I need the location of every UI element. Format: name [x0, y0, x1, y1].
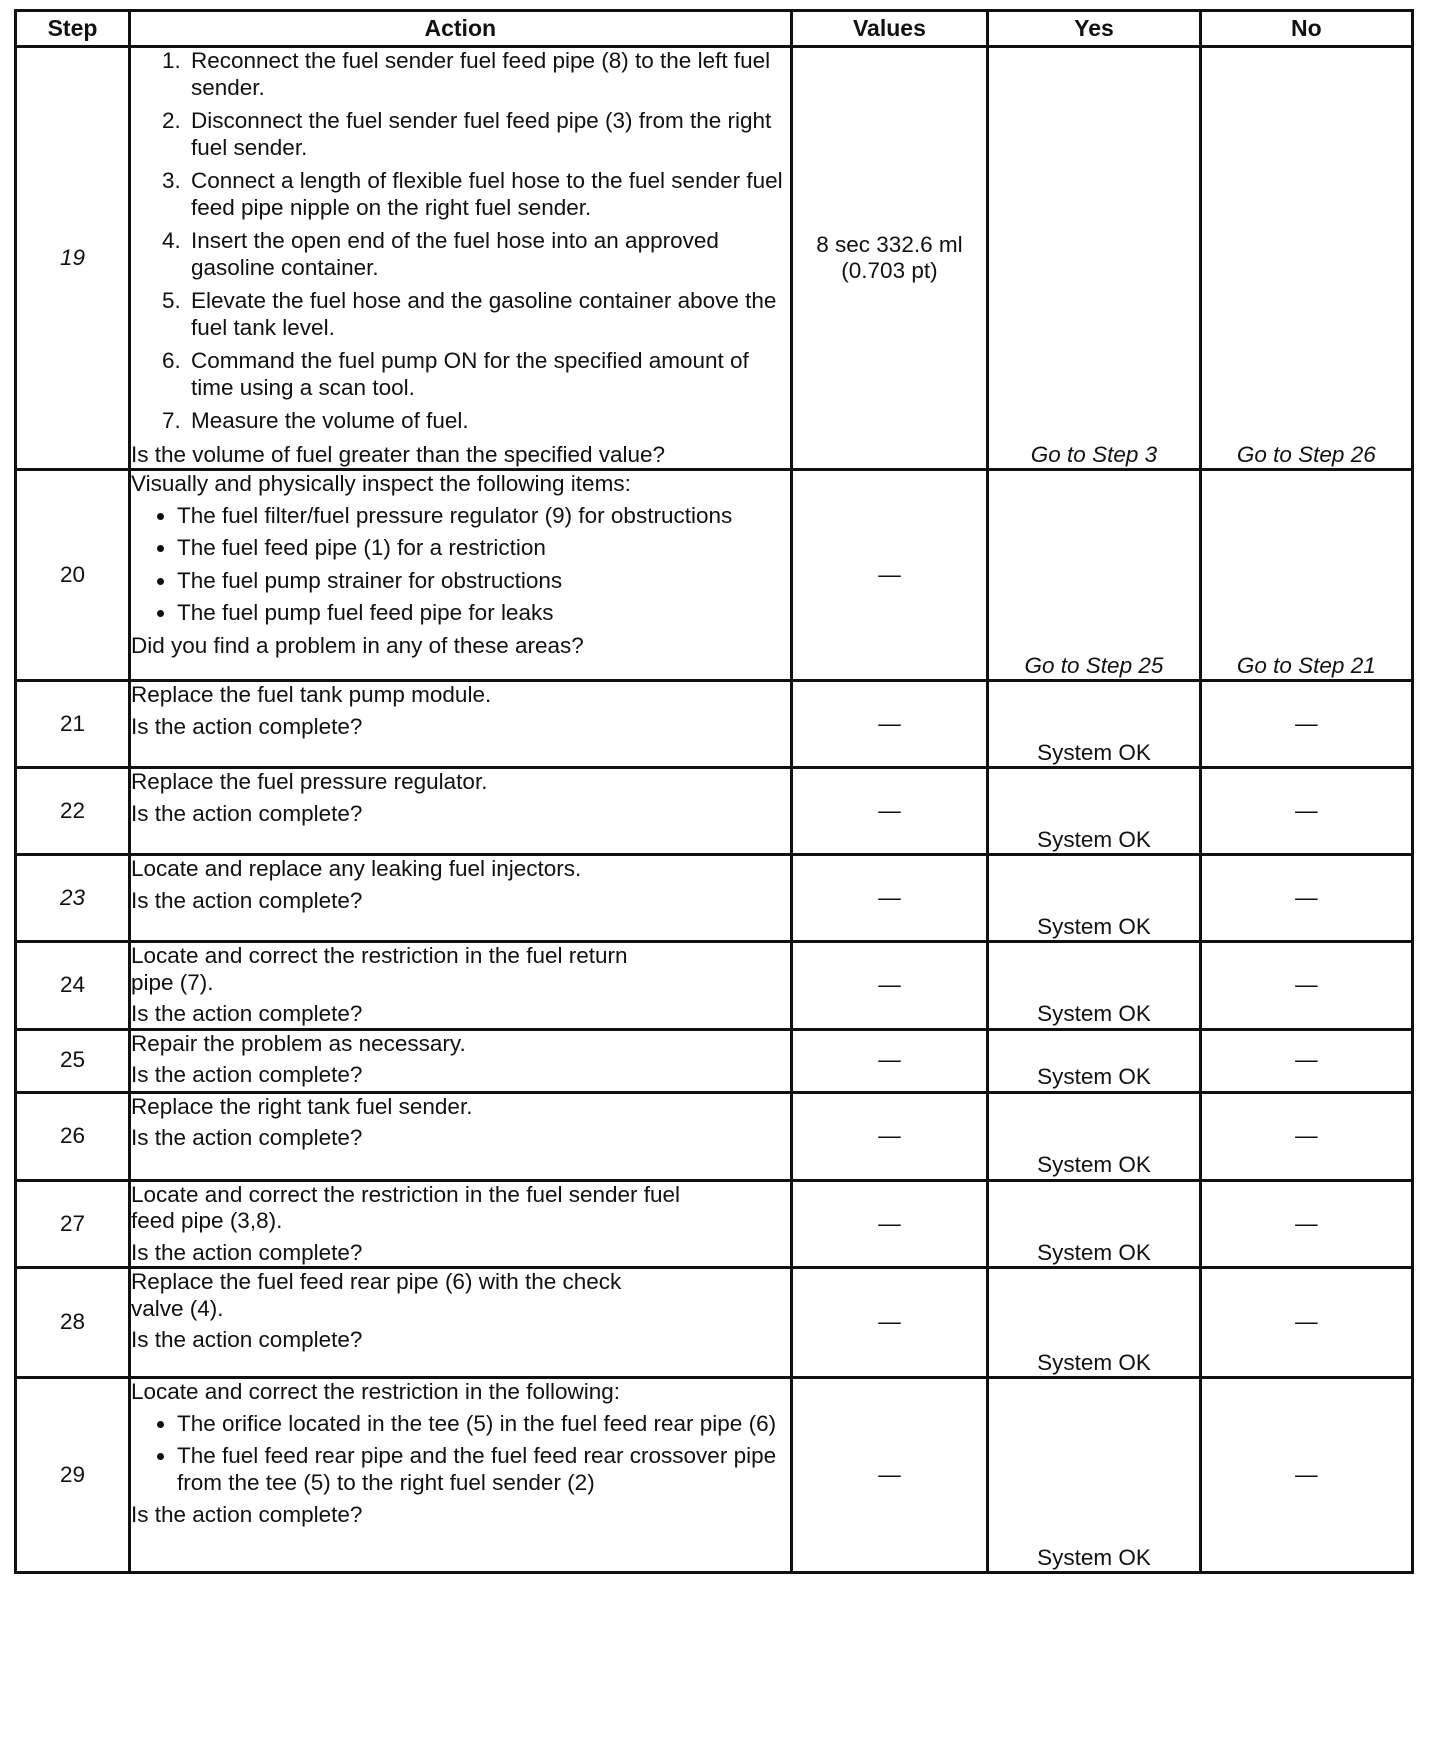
step-number: 20 — [16, 470, 130, 681]
list-item: 5. Elevate the fuel hose and the gasoline container above the fuel tank level. — [187, 288, 790, 341]
numbered-steps — [131, 48, 790, 435]
no-result: — — [1200, 1180, 1412, 1268]
no-result: — — [1200, 942, 1412, 1030]
yes-result: System OK — [988, 1378, 1200, 1573]
action-cell — [129, 1378, 791, 1573]
question-text: Is the action complete? — [130, 1239, 363, 1265]
step-number: 29 — [16, 1378, 130, 1573]
no-result: — — [1200, 1092, 1412, 1180]
no-result: Go to Step 26 — [1200, 47, 1412, 470]
table-row-step-25 — [16, 1029, 1413, 1092]
table-row-step-29 — [16, 1378, 1413, 1573]
no-result: Go to Step 21 — [1200, 470, 1412, 681]
action-cell — [129, 470, 791, 681]
intro-text: Locate and correct the restriction in the following: — [130, 1379, 620, 1404]
action-cell — [129, 942, 791, 1030]
yes-result: System OK — [988, 1092, 1200, 1180]
list-item: • The fuel filter/fuel pressure regulator (9) for obstructions — [177, 503, 790, 530]
list-item: • The fuel pump strainer for obstructions — [177, 568, 790, 595]
yes-result: Go to Step 25 — [988, 470, 1200, 681]
value-cell: — — [791, 855, 988, 942]
yes-result: System OK — [988, 1268, 1200, 1378]
yes-result: System OK — [988, 681, 1200, 768]
yes-result: System OK — [988, 1029, 1200, 1092]
step-number: 24 — [16, 942, 130, 1030]
action-cell — [129, 1180, 791, 1268]
header-row — [16, 11, 1413, 47]
value-cell: — — [791, 1029, 988, 1092]
step-number: 23 — [16, 855, 130, 942]
action-text: Replace the fuel pressure regulator. — [130, 769, 488, 794]
action-cell — [129, 681, 791, 768]
action-cell — [129, 855, 791, 942]
action-text: Locate and correct the restriction in the fuel sender fuel feed pipe (3,8). — [130, 1181, 681, 1233]
action-text: Replace the fuel feed rear pipe (6) with the check valve (4). — [130, 1269, 622, 1321]
table-row-step-23 — [16, 855, 1413, 942]
list-item: • The fuel pump fuel feed pipe for leaks — [177, 600, 790, 627]
value-cell: — — [791, 768, 988, 855]
header-no: No — [1200, 11, 1412, 47]
no-result: — — [1200, 681, 1412, 768]
list-item: 3. Connect a length of flexible fuel hose to the fuel sender fuel feed pipe nipple on the right fuel sender. — [187, 168, 790, 221]
action-cell — [129, 47, 791, 470]
yes-result: Go to Step 3 — [988, 47, 1200, 470]
diagnostic-table — [14, 9, 1414, 1574]
table-row-step-26 — [16, 1092, 1413, 1180]
no-result: — — [1200, 1268, 1412, 1378]
table-row-step-22 — [16, 768, 1413, 855]
action-cell — [129, 1268, 791, 1378]
list-item: 2. Disconnect the fuel sender fuel feed pipe (3) from the right fuel sender. — [187, 108, 790, 161]
step-number: 28 — [16, 1268, 130, 1378]
step-number: 21 — [16, 681, 130, 768]
table-row-step-28 — [16, 1268, 1413, 1378]
yes-result: System OK — [988, 855, 1200, 942]
bullet-list — [131, 503, 790, 627]
question-text: Is the action complete? — [130, 1125, 363, 1150]
action-text: Replace the fuel tank pump module. — [130, 682, 492, 707]
action-text: Repair the problem as necessary. — [130, 1030, 466, 1056]
yes-result: System OK — [988, 768, 1200, 855]
step-number: 19 — [16, 47, 130, 470]
list-item: • The fuel feed rear pipe and the fuel feed rear crossover pipe from the tee (5) to the right fuel sender (2) — [177, 1443, 790, 1496]
value-line: (0.703 pt) — [841, 258, 938, 283]
no-result: — — [1200, 1029, 1412, 1092]
list-item: • The fuel feed pipe (1) for a restriction — [177, 535, 790, 562]
header-values: Values — [791, 11, 988, 47]
question-text: Is the action complete? — [130, 1502, 363, 1527]
value-line: 8 sec 332.6 ml — [816, 231, 963, 257]
list-item: 4. Insert the open end of the fuel hose into an approved gasoline container. — [187, 228, 790, 281]
value-cell: — — [791, 1092, 988, 1180]
yes-result: System OK — [988, 1180, 1200, 1268]
value-cell: — — [791, 1378, 988, 1573]
no-result: — — [1200, 768, 1412, 855]
intro-text: Visually and physically inspect the following items: — [130, 471, 631, 496]
value-cell: — — [791, 1268, 988, 1378]
yes-result: System OK — [988, 942, 1200, 1030]
step-number: 25 — [16, 1029, 130, 1092]
table-row-step-27 — [16, 1180, 1413, 1268]
list-item: • The orifice located in the tee (5) in the fuel feed rear pipe (6) — [177, 1411, 790, 1438]
header-step: Step — [16, 11, 130, 47]
list-item: 6. Command the fuel pump ON for the specified amount of time using a scan tool. — [187, 348, 790, 401]
bullet-list — [131, 1411, 790, 1497]
question-text: Did you find a problem in any of these areas? — [130, 632, 584, 658]
list-item: 7. Measure the volume of fuel. — [187, 408, 790, 435]
question-text: Is the action complete? — [130, 713, 363, 739]
value-cell — [791, 47, 988, 470]
header-action: Action — [129, 11, 791, 47]
question-text: Is the action complete? — [130, 1327, 363, 1352]
value-cell: — — [791, 470, 988, 681]
action-text: Locate and replace any leaking fuel injectors. — [130, 856, 582, 881]
list-item: 1. Reconnect the fuel sender fuel feed pipe (8) to the left fuel sender. — [187, 48, 790, 101]
table-row-step-24 — [16, 942, 1413, 1030]
question-text: Is the volume of fuel greater than the specified value? — [130, 441, 666, 467]
header-yes: Yes — [988, 11, 1200, 47]
step-number: 26 — [16, 1092, 130, 1180]
table-row-step-20 — [16, 470, 1413, 681]
value-cell: — — [791, 942, 988, 1030]
question-text: Is the action complete? — [130, 1001, 363, 1026]
action-text: Replace the right tank fuel sender. — [130, 1093, 473, 1119]
action-text: Locate and correct the restriction in the fuel return pipe (7). — [130, 943, 628, 995]
question-text: Is the action complete? — [130, 1062, 363, 1087]
action-cell — [129, 1092, 791, 1180]
no-result: — — [1200, 855, 1412, 942]
value-cell: — — [791, 1180, 988, 1268]
table-row-step-19 — [16, 47, 1413, 470]
action-cell — [129, 768, 791, 855]
step-number: 27 — [16, 1180, 130, 1268]
value-cell: — — [791, 681, 988, 768]
question-text: Is the action complete? — [130, 800, 363, 826]
no-result: — — [1200, 1378, 1412, 1573]
question-text: Is the action complete? — [130, 887, 363, 913]
action-cell — [129, 1029, 791, 1092]
table-row-step-21 — [16, 681, 1413, 768]
step-number: 22 — [16, 768, 130, 855]
